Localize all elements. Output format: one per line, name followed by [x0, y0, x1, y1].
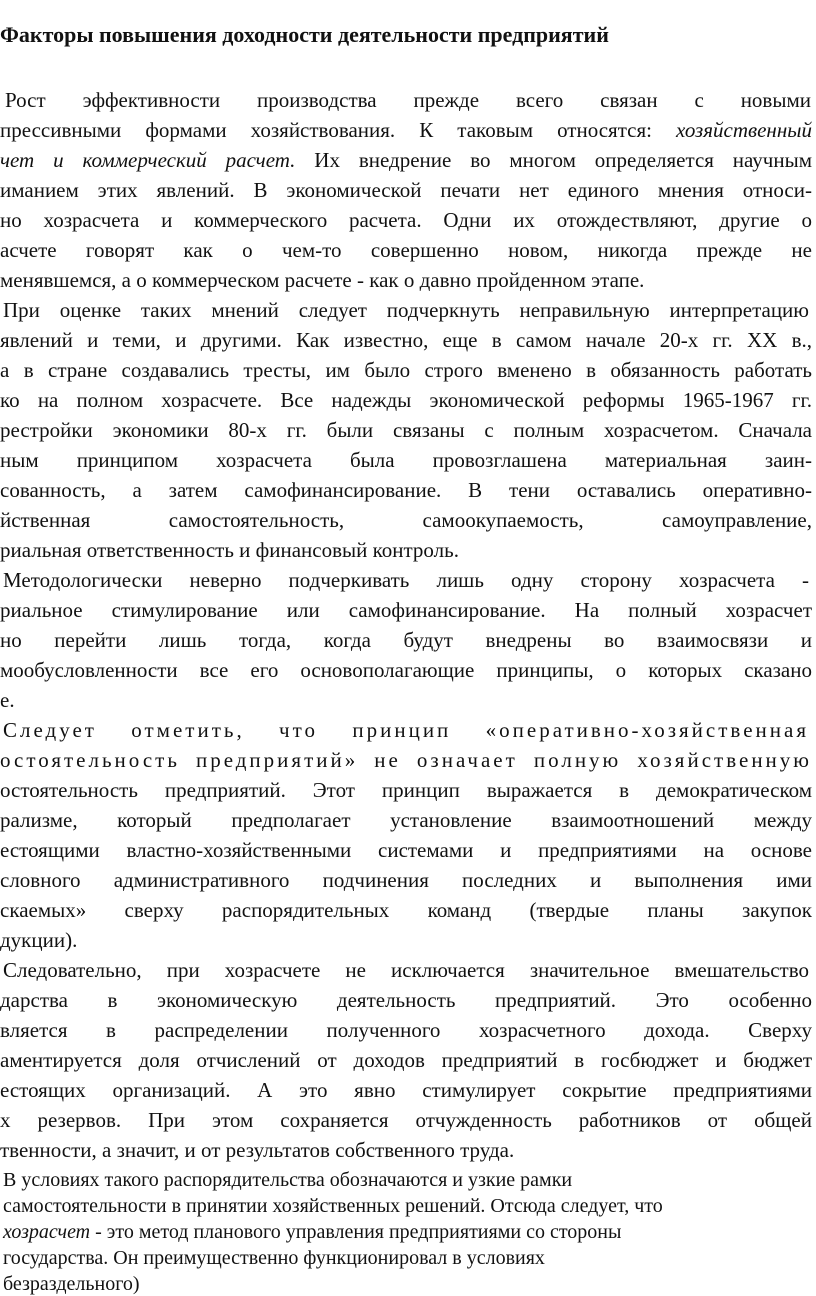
italic-term: чет и коммерческий расчет.: [0, 148, 296, 172]
text-line: а в стране создавались тресты, им было строго вменено в обязанность работать: [0, 358, 812, 382]
text-line: безраздельного): [3, 1273, 140, 1295]
italic-term: хозяйственный: [676, 118, 812, 142]
text-line: но перейти лишь тогда, когда будут внедрены во взаимосвязи и: [0, 628, 812, 652]
text-line: явлений и теми, и другими. Как известно, еще в самом начале 20-х гг. XX в.,: [0, 328, 812, 352]
text-line: менявшемся, а о коммерческом расчете - как о давно пройденном этапе.: [0, 268, 645, 292]
text-line: е.: [0, 688, 15, 712]
text-line: естоящими властно-хозяйственными системами и предприятиями на основе: [0, 838, 812, 862]
text-line: рализме, который предполагает установление взаимоотношений между: [0, 808, 812, 832]
text-line: [0, 118, 812, 142]
text-line: риальное стимулирование или самофинансирование. На полный хозрасчет: [0, 598, 812, 622]
text-line: ко на полном хозрасчете. Все надежды экономической реформы 1965-1967 гг.: [0, 388, 812, 412]
text-line: х резервов. При этом сохраняется отчужденность работников от общей: [0, 1108, 812, 1132]
text-line: словного административного подчинения последних и выполнения ими: [0, 868, 812, 892]
text-line: скаемых» сверху распорядительных команд (твердые планы закупок: [0, 898, 812, 922]
text-line: мообусловленности все его основополагающие принципы, о которых сказано: [0, 658, 812, 682]
text-line: остоятельность предприятий» не означает полную хозяйственную: [0, 748, 812, 772]
text-run: Их внедрение во многом определяется научным: [295, 148, 812, 172]
text-line: Следует отметить, что принцип «оперативно-хозяйственная: [3, 718, 809, 742]
document-title: Факторы повышения доходности деятельности предприятий: [0, 22, 609, 47]
text-line: Методологически неверно подчеркивать лишь одну сторону хозрасчета -: [3, 568, 809, 592]
text-line: [3, 1220, 621, 1244]
text-line: естоящих организаций. А это явно стимулирует сокрытие предприятиями: [0, 1078, 812, 1102]
text-line: аментируется доля отчислений от доходов предприятий в госбюджет и бюджет: [0, 1048, 812, 1072]
text-line: сованность, а затем самофинансирование. В тени оставались оперативно-: [0, 478, 812, 502]
text-run: - это метод планового управления предприятиями со стороны: [90, 1221, 622, 1243]
text-line: но хозрасчета и коммерческого расчета. Одни их отождествляют, другие о: [0, 208, 812, 232]
text-line: твенности, а значит, и от результатов собственного труда.: [0, 1138, 515, 1162]
text-line: ным принципом хозрасчета была провозглашена материальная заин-: [0, 448, 812, 472]
text-line: асчете говорят как о чем-то совершенно новом, никогда прежде не: [0, 238, 812, 262]
text-line: государства. Он преимущественно функционировал в условиях: [3, 1247, 545, 1269]
text-line: вляется в распределении полученного хозрасчетного дохода. Сверху: [0, 1018, 812, 1042]
text-line: При оценке таких мнений следует подчеркнуть неправильную интерпретацию: [3, 298, 809, 322]
text-line: [0, 148, 812, 172]
text-line: Следовательно, при хозрасчете не исключается значительное вмешательство: [3, 958, 809, 982]
text-line: иманием этих явлений. В экономической печати нет единого мнения относи-: [0, 178, 812, 202]
text-line: рестройки экономики 80-х гг. были связаны с полным хозрасчетом. Сначала: [0, 418, 812, 442]
italic-term: хозрасчет: [3, 1221, 91, 1243]
text-line: дарства в экономическую деятельность предприятий. Это особенно: [0, 988, 812, 1012]
text-line: йственная самостоятельность, самоокупаемость, самоуправление,: [0, 508, 812, 532]
text-line: риальная ответственность и финансовый контроль.: [0, 538, 459, 562]
text-run: прессивными формами хозяйствования. К таковым относятся:: [0, 118, 677, 142]
text-line: В условиях такого распорядительства обозначаются и узкие рамки: [3, 1169, 573, 1191]
text-line: остоятельность предприятий. Этот принцип выражается в демократическом: [0, 778, 812, 802]
text-line: самостоятельности в принятии хозяйственных решений. Отсюда следует, что: [3, 1195, 663, 1217]
text-line: дукции).: [0, 928, 78, 952]
text-line: Рост эффективности производства прежде всего связан с новыми: [5, 88, 811, 112]
